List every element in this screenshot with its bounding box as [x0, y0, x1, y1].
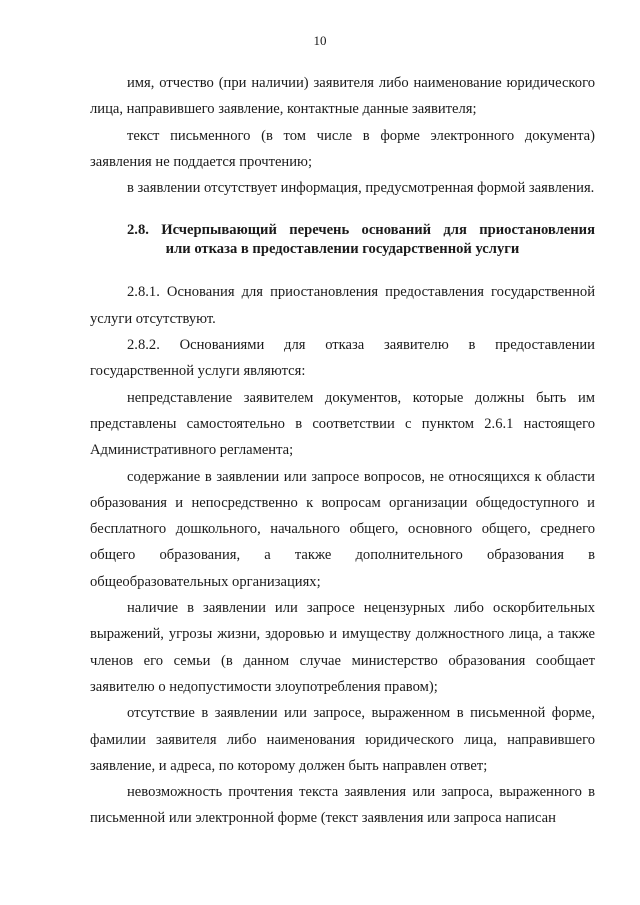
- paragraph-line: общедоступного и бесплатного дошкольного, начального общего, основного: [90, 494, 595, 538]
- paragraph-line: невозможность прочтения текста заявления или запроса, выраженного: [127, 784, 582, 801]
- paragraph: [90, 464, 595, 595]
- paragraph-line: отсутствие в заявлении или запросе, выраженном в письменной форме,: [127, 705, 595, 722]
- paragraph: [90, 175, 595, 201]
- paragraphs-bottom: [90, 279, 595, 831]
- paragraphs-top: [90, 70, 595, 201]
- paragraph-line: содержание в заявлении или запросе вопросов, не относящихся: [127, 468, 530, 485]
- paragraph-line: текст письменного (в том числе в форме электронного документа): [127, 127, 595, 144]
- paragraph-line: государственной услуги являются:: [90, 363, 306, 380]
- paragraph-line: в письменной или электронной форме (текст заявления или запроса написан: [90, 784, 595, 827]
- paragraph-line: государственной услуги отсутствуют.: [90, 284, 596, 327]
- paragraph: [90, 595, 595, 700]
- paragraph: [90, 70, 595, 123]
- paragraph-line: 2.8.2. Основаниями для отказа заявителю в предоставлении: [127, 337, 595, 354]
- paragraph-line: лица, направившего заявление, контактные данные заявителя;: [90, 101, 477, 118]
- paragraph-line: имя, отчество (при наличии) заявителя либо наименование юридического: [127, 75, 595, 91]
- section-heading-line2: или отказа в предоставлении государственной услуги: [165, 241, 520, 258]
- paragraph-line: общего, среднего общего образования, а также дополнительного образования: [90, 521, 596, 564]
- page-number: 10: [313, 33, 327, 48]
- paragraph-line: заявления не поддается прочтению;: [90, 153, 313, 170]
- paragraph: [90, 332, 595, 385]
- paragraph-line: в общеобразовательных организациях;: [90, 547, 595, 590]
- paragraph-line: заявления.: [528, 180, 595, 197]
- paragraph-line: к области образования и непосредственно к вопросам организации: [90, 468, 595, 511]
- paragraph-line: непредставление заявителем документов, которые должны быть им: [127, 389, 595, 406]
- paragraph: [90, 700, 595, 779]
- paragraph-line: также членов его семьи (в данном случае министерство образования: [90, 626, 595, 669]
- paragraph-line: Административного регламента;: [90, 442, 294, 459]
- paragraph: [90, 779, 595, 832]
- paragraph-line: представлены самостоятельно в соответствии с пунктом 2.6.1 настоящего: [90, 415, 595, 432]
- paragraph-line: в заявлении отсутствует информация, предусмотренная формой: [127, 180, 526, 197]
- paragraph: [90, 279, 595, 332]
- paragraph-line: сообщает заявителю о недопустимости злоупотребления правом);: [90, 652, 595, 695]
- paragraph: [90, 123, 595, 176]
- paragraph-line: фамилии заявителя либо наименования юридического лица, направившего: [90, 731, 595, 748]
- section-heading-line1: 2.8. Исчерпывающий перечень оснований для приостановления: [127, 222, 595, 239]
- paragraph: [90, 385, 595, 464]
- paragraph-line: выражений, угрозы жизни, здоровью и имуществу должностного лица, а: [90, 626, 554, 643]
- paragraph-line: 2.8.1. Основания для приостановления предоставления: [127, 284, 484, 301]
- paragraph-line: наличие в заявлении или запросе нецензурных либо оскорбительных: [127, 600, 595, 617]
- paragraph-line: заявление, и адреса, по которому должен быть направлен ответ;: [90, 757, 488, 774]
- document-body: [90, 70, 595, 832]
- section-heading: [90, 221, 595, 259]
